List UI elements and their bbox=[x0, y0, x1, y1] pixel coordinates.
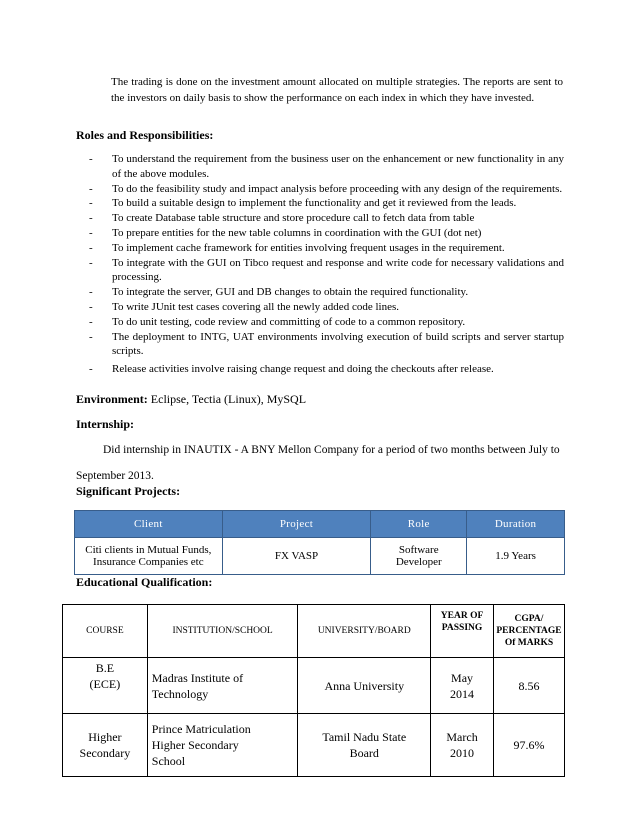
list-item: - To write JUnit test cases covering all the newly added code lines. bbox=[89, 300, 399, 313]
table-cell: Madras Institute of Technology bbox=[147, 658, 298, 714]
list-item: - To create Database table structure and store procedure call to fetch data from table bbox=[89, 212, 475, 225]
column-header-role: Role bbox=[371, 511, 467, 538]
column-header-university: UNIVERSITY/BOARD bbox=[298, 605, 431, 658]
education-heading: Educational Qualification: bbox=[76, 575, 213, 589]
responsibilities-list bbox=[89, 152, 564, 377]
list-item: - To do unit testing, code review and committing of code to a common repository. bbox=[89, 315, 466, 328]
list-item: - Release activities involve raising change request and doing the checkouts after release. bbox=[89, 363, 494, 376]
table-cell: March 2010 bbox=[431, 714, 494, 777]
roles-heading: Roles and Responsibilities: bbox=[76, 128, 214, 142]
table-cell: Tamil Nadu State Board bbox=[298, 714, 431, 777]
list-item: - To do the feasibility study and impact analysis before proceeding with any design of the requirements. bbox=[89, 182, 563, 195]
table-row bbox=[75, 538, 565, 575]
list-item: - To implement cache framework for entities involving frequent usages in the requirement. bbox=[89, 241, 505, 254]
column-header-cgpa: CGPA/ PERCENTAGE Of MARKS bbox=[493, 605, 564, 658]
intro-paragraph: The trading is done on the investment amount allocated on multiple strategies. The reports are sent to the investors on daily basis to show the performance on each index in which they have invested. bbox=[111, 76, 563, 104]
table-cell: 8.56 bbox=[493, 658, 564, 714]
column-header-institution: INSTITUTION/SCHOOL bbox=[147, 605, 298, 658]
column-header-client: Client bbox=[75, 511, 223, 538]
environment-label: Environment: bbox=[76, 392, 148, 406]
table-cell: Prince Matriculation Higher Secondary School bbox=[147, 714, 298, 777]
table-cell: FX VASP bbox=[222, 538, 371, 575]
list-item: - To build a suitable design to implement the functionality and get it reviewed from the leads. bbox=[89, 197, 517, 210]
table-cell: 1.9 Years bbox=[467, 538, 565, 575]
internship-text: Did internship in INAUTIX - A BNY Mellon Company for a period of two months between July to September 2013. bbox=[76, 444, 560, 482]
column-header-year: YEAR OF PASSING bbox=[431, 605, 494, 658]
table-row bbox=[63, 658, 565, 714]
table-cell: B.E (ECE) bbox=[63, 658, 148, 714]
column-header-project: Project bbox=[222, 511, 371, 538]
environment-line bbox=[76, 392, 306, 407]
internship-heading: Internship: bbox=[76, 417, 135, 431]
list-item: - To integrate the server, GUI and DB changes to obtain the required functionality. bbox=[89, 286, 469, 299]
projects-heading: Significant Projects: bbox=[76, 484, 181, 498]
table-cell: Software Developer bbox=[371, 538, 467, 575]
environment-value: Eclipse, Tectia (Linux), MySQL bbox=[147, 392, 307, 406]
column-header-course: COURSE bbox=[63, 605, 148, 658]
table-cell: May 2014 bbox=[431, 658, 494, 714]
table-cell: Higher Secondary bbox=[63, 714, 148, 777]
table-cell: 97.6% bbox=[493, 714, 564, 777]
list-item: - The deployment to INTG, UAT environments involving execution of build scripts and server startup scripts. bbox=[89, 330, 564, 358]
table-header-row bbox=[63, 605, 565, 658]
column-header-duration: Duration bbox=[467, 511, 565, 538]
projects-table bbox=[74, 510, 565, 575]
table-cell: Anna University bbox=[298, 658, 431, 714]
education-table bbox=[62, 604, 565, 777]
list-item: - To understand the requirement from the business user on the enhancement or new functionality in any of the above modules. bbox=[89, 153, 564, 180]
table-header-row bbox=[75, 511, 565, 538]
table-row bbox=[63, 714, 565, 777]
list-item: - To prepare entities for the new table columns in coordination with the GUI (dot net) bbox=[89, 226, 482, 239]
table-cell: Citi clients in Mutual Funds, Insurance Companies etc bbox=[75, 538, 223, 575]
list-item: - To integrate with the GUI on Tibco request and response and write code for necessary validations and processing. bbox=[89, 256, 564, 284]
